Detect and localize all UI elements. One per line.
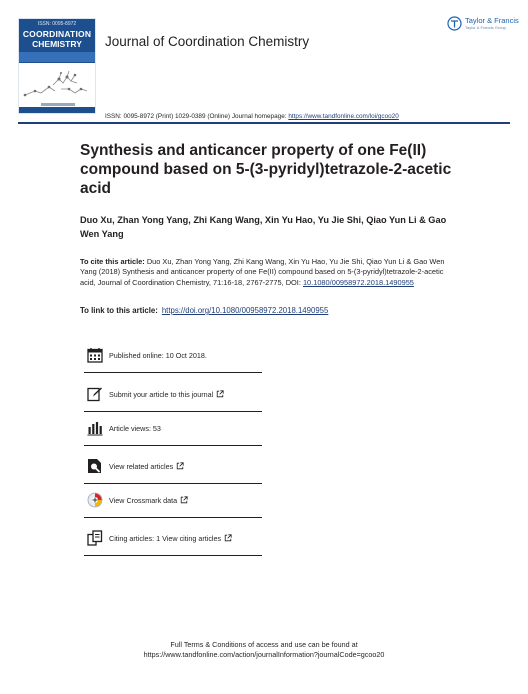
info-row-views — [84, 411, 262, 446]
published-online-text: Published online: 10 Oct 2018. — [109, 351, 207, 360]
cite-doi-link[interactable]: 10.1080/00958972.2018.1490955 — [302, 277, 414, 287]
issn-line — [105, 113, 399, 120]
article-views-text: Article views: 53 — [109, 424, 161, 433]
external-link-icon — [216, 390, 224, 398]
info-row-submit[interactable] — [84, 377, 262, 412]
footer-terms-text: Full Terms & Conditions of access and use can be found at — [170, 640, 358, 649]
info-row-crossmark[interactable] — [84, 483, 262, 518]
info-row-published — [84, 338, 262, 373]
view-related-articles-link[interactable]: View related articles — [109, 462, 184, 471]
journal-title[interactable]: Journal of Coordination Chemistry — [105, 34, 310, 49]
article-link-line — [80, 306, 328, 315]
journal-homepage-link[interactable]: https://www.tandfonline.com/loi/gcoo20 — [288, 113, 399, 120]
info-row-related[interactable] — [84, 449, 262, 484]
publisher-name: Taylor & Francis — [465, 16, 519, 25]
article-authors: Duo Xu, Zhan Yong Yang, Zhi Kang Wang, Xin Yu Hao, Yu Jie Shi, Qiao Yun Li & Gao Wen Yang — [80, 215, 447, 239]
link-label: To link to this article: — [80, 306, 158, 315]
crossmark-icon — [87, 492, 103, 508]
taylor-francis-logo[interactable] — [447, 14, 519, 34]
journal-cover-image[interactable] — [18, 18, 96, 114]
article-title: Synthesis and anticancer property of one Fe(II) compound based on 5-(3-pyridyl)tetrazole-2-acetic acid — [80, 142, 452, 197]
footer-terms-link[interactable]: https://www.tandfonline.com/action/journalInformation?journalCode=gcoo20 — [143, 650, 385, 659]
bar-chart-icon — [87, 420, 103, 436]
view-crossmark-link[interactable]: View Crossmark data — [109, 496, 188, 505]
cite-text: Duo Xu, Zhan Yong Yang, Zhi Kang Wang, Xin Yu Hao, Yu Jie Shi, Qiao Yun Li & Gao Wen Yang (2018) Synthesis and anticancer property of one Fe(II) compound based on 5-(3-pyridyl)tetrazole-2-acetic acid, Journal of Coordination Chemistry, 71:16-18, 2767-2775, DOI: — [80, 257, 445, 287]
calendar-icon — [87, 347, 103, 363]
article-doi-link[interactable]: https://doi.org/10.1080/00958972.2018.1490955 — [161, 306, 329, 315]
cover-title-line2: CHEMISTRY — [32, 39, 82, 49]
external-link-icon — [180, 496, 188, 504]
related-articles-search-icon — [87, 458, 103, 474]
issn-text: ISSN: 0095-8972 (Print) 1029-0389 (Online) Journal homepage: — [105, 113, 289, 120]
external-link-icon — [224, 534, 232, 542]
citing-articles-link[interactable]: Citing articles: 1 View citing articles — [109, 534, 232, 543]
cite-label: To cite this article: — [80, 257, 145, 266]
cover-title-line1: COORDINATION — [22, 29, 92, 39]
info-row-citing[interactable] — [84, 521, 262, 556]
external-link-icon — [176, 462, 184, 470]
citation-block — [80, 257, 450, 288]
submit-article-link[interactable]: Submit your article to this journal — [109, 390, 224, 399]
citing-articles-icon — [87, 530, 103, 546]
cover-issn: ISSN: 0095-8972 — [37, 21, 77, 27]
header-divider — [18, 122, 510, 124]
cover-molecule-illustration — [19, 65, 96, 109]
taylor-francis-emblem-icon — [447, 16, 462, 31]
publisher-tagline: Taylor & Francis Group — [465, 25, 506, 30]
edit-icon — [87, 386, 103, 402]
